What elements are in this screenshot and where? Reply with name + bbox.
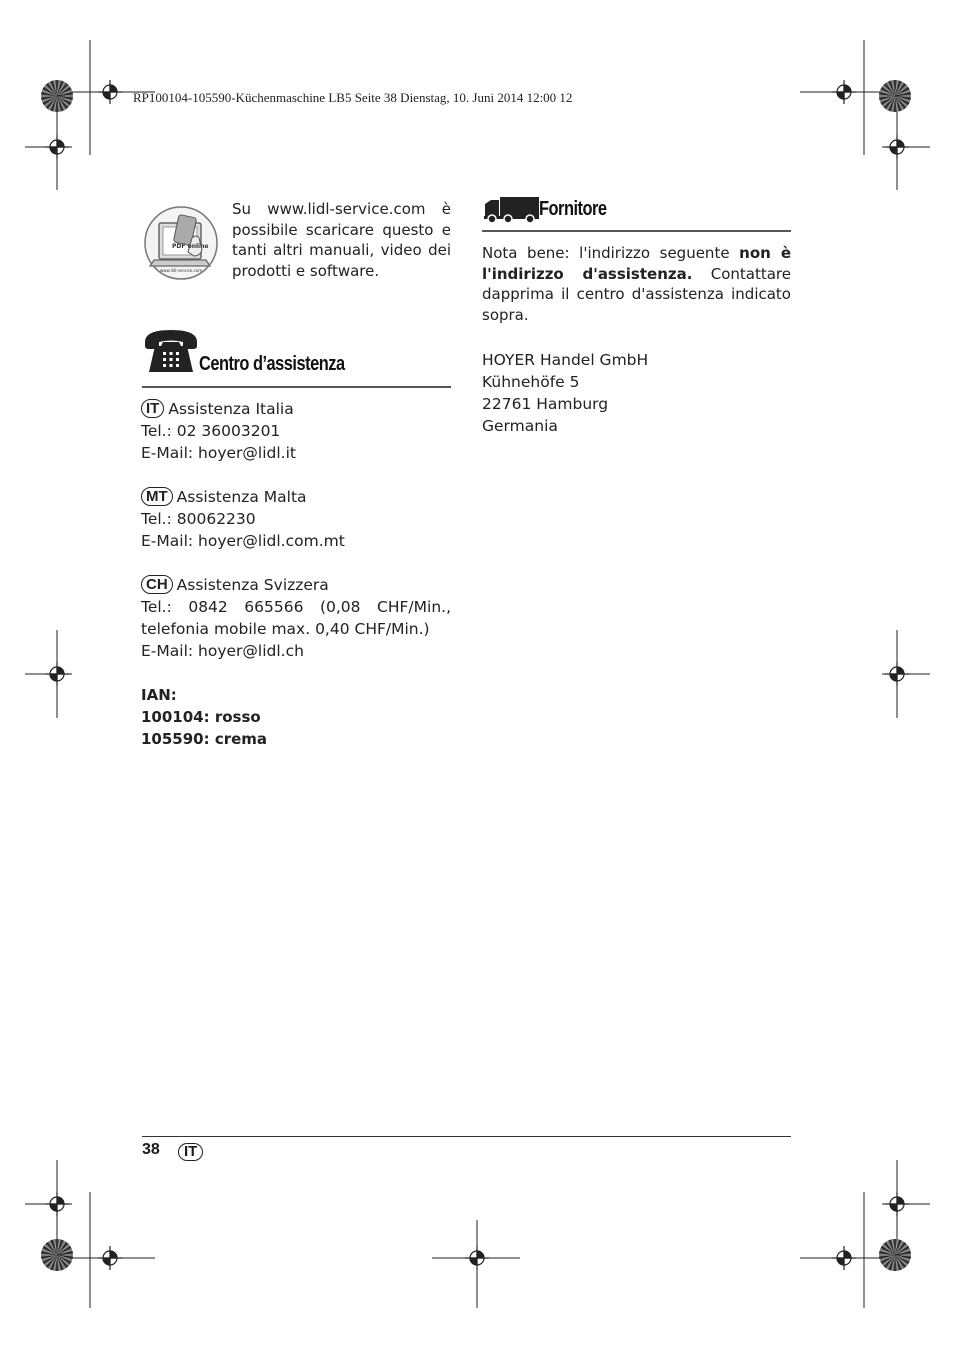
service-phone: Tel.: 0842 665566 (0,08 CHF/Min., telefonia mobile max. 0,40 CHF/Min.) [141, 598, 451, 638]
service-entries [141, 398, 451, 750]
ian-crema: 105590: crema [141, 730, 268, 748]
address-street: Kühnehöfe 5 [482, 373, 580, 391]
service-name: Assistenza Italia [168, 400, 294, 418]
service-name: Assistenza Malta [176, 488, 307, 506]
address-city: 22761 Hamburg [482, 395, 609, 413]
footer-rule [142, 1136, 791, 1137]
registration-crosshair [98, 1246, 122, 1270]
color-rosette [879, 80, 911, 112]
registration-crosshair [885, 1192, 909, 1216]
online-info-text: Su www.lidl-service.com è possibile scaricare questo e tanti altri manuali, video dei prodotti e software. [232, 200, 451, 280]
service-phone: Tel.: 02 36003201 [141, 422, 281, 440]
registration-crosshair [45, 662, 69, 686]
service-entry-svizzera [141, 574, 451, 662]
registration-crosshair [45, 1192, 69, 1216]
online-icon-url: www.lidl-service.com [159, 268, 203, 273]
badge-ch: CH [141, 575, 173, 594]
page-number: 38 [142, 1141, 160, 1158]
supplier-heading: Fornitore [539, 198, 607, 220]
truck-icon [484, 196, 540, 224]
service-email: E-Mail: hoyer@lidl.com.mt [141, 532, 345, 550]
supplier-note-prefix: Nota bene: l'indirizzo seguente [482, 244, 740, 262]
color-rosette [41, 80, 73, 112]
service-phone: Tel.: 80062230 [141, 510, 256, 528]
registration-crosshair [885, 662, 909, 686]
registration-crosshair [465, 1246, 489, 1270]
badge-mt: MT [141, 487, 173, 506]
address-country: Germania [482, 417, 558, 435]
supplier-address [482, 349, 791, 437]
ian-rosso: 100104: rosso [141, 708, 261, 726]
registration-crosshair [832, 1246, 856, 1270]
service-email: E-Mail: hoyer@lidl.it [141, 444, 296, 462]
online-icon-text: PDF online [172, 243, 209, 250]
supplier-note-suffix: Contattare dapprima il centro d'assistenza indicato sopra. [482, 264, 791, 324]
registration-crosshair [45, 135, 69, 159]
ian-block [141, 684, 451, 750]
supplier-heading-rule [482, 230, 791, 232]
service-entry-italia [141, 398, 451, 464]
online-manual-icon [142, 204, 220, 282]
telephone-icon [143, 328, 199, 374]
address-company: HOYER Handel GmbH [482, 351, 649, 369]
color-rosette [879, 1239, 911, 1271]
registration-crosshair [98, 80, 122, 104]
footer-language-badge: IT [178, 1143, 203, 1161]
service-name: Assistenza Svizzera [176, 576, 329, 594]
service-heading: Centro d’assistenza [199, 353, 345, 375]
service-entry-malta [141, 486, 451, 552]
service-email: E-Mail: hoyer@lidl.ch [141, 642, 304, 660]
ian-label: IAN: [141, 686, 177, 704]
registration-crosshair [885, 135, 909, 159]
supplier-note-bold: non è l'indirizzo d'assistenza. [482, 244, 792, 283]
badge-it: IT [141, 399, 164, 418]
service-heading-rule [142, 386, 451, 388]
registration-crosshair [832, 80, 856, 104]
print-slug: RP100104-105590-Küchenmaschine LB5 Seite 38 Dienstag, 10. Juni 2014 12:00 12 [133, 90, 573, 105]
color-rosette [41, 1239, 73, 1271]
supplier-note [482, 243, 791, 325]
